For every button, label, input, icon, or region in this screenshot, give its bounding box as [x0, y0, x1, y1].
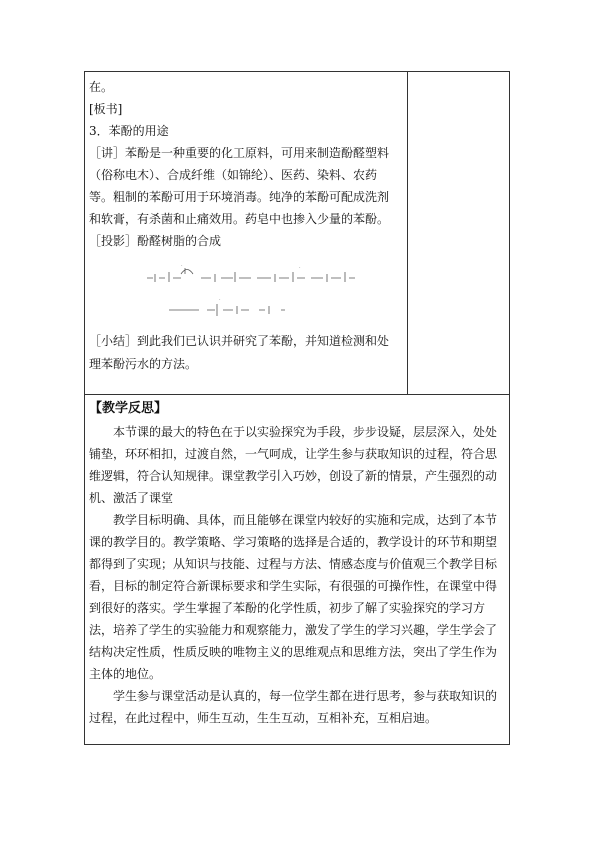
phenolic-resin-equation-image [89, 256, 403, 324]
reflection-heading: 【教学反思】 [89, 401, 168, 416]
reflection-text-line: 铺垫，环环相扣，过渡自然，一气呵成，让学生参与获取知识的过程，符合思 [89, 447, 498, 461]
reflection-text-line: 机、激活了课堂 [89, 491, 174, 505]
svg-text:.: . [181, 262, 183, 268]
projection-label: ［投影］酚醛树脂的合成 [89, 234, 222, 248]
text-line: 在。 [89, 80, 114, 94]
summary-text-line: 理苯酚污水的方法。 [89, 357, 198, 371]
reflection-text-line: 本节课的最大的特色在于以实验探究为手段，步步设疑，层层深入，处处 [113, 425, 498, 439]
lecture-text-line: 和软膏，有杀菌和止痛效用。药皂中也掺入少量的苯酚。 [89, 212, 390, 226]
reflection-text-line: 教学目标明确、具体，而且能够在课堂内较好的实施和完成，达到了本节 [113, 513, 498, 527]
lecture-text-line: （俗称电木）、合成纤维（如锦纶）、医药、染料、农药 [89, 168, 378, 182]
reflection-text-line: 法，培养了学生的实验能力和观察能力，激发了学生的学习兴趣，学生学会了 [89, 623, 498, 637]
column-divider [407, 72, 408, 394]
reflection-text-line: 过程，在此过程中，师生互动，生生互动，互相补充，互相启迪。 [89, 711, 438, 725]
lesson-table [84, 71, 510, 745]
lecture-text-line: ［讲］苯酚是一种重要的化工原料，可用来制造酚醛塑料 [89, 146, 390, 160]
reflection-text-line: 维逻辑，符合认知规律。课堂教学引入巧妙，创设了新的情景，产生强烈的动 [89, 469, 498, 483]
lecture-text-line: 等。粗制的苯酚可用于环境消毒。纯净的苯酚可配成洗剂 [89, 190, 390, 204]
reflection-text-line: 主体的地位。 [89, 667, 162, 681]
svg-text:.: . [219, 296, 221, 302]
lesson-content-row [85, 72, 509, 395]
summary-text-line: ［小结］到此我们已认识并研究了苯酚，并知道检测和处 [89, 334, 390, 348]
teaching-reflection-row [85, 395, 509, 744]
reflection-text-line: 课的教学目的。教学策略、学习策略的选择是合适的，教学设计的环节和期望 [89, 535, 498, 549]
section-title: 3．苯酚的用途 [89, 124, 169, 138]
svg-text:.: . [299, 264, 301, 270]
reflection-text-line: 结构决定性质，性质反映的唯物主义的思维观点和思维方法，突出了学生作为 [89, 645, 498, 659]
reflection-text-line: 都得到了实现；从知识与技能、过程与方法、情感态度与价值观三个教学目标 [89, 557, 498, 571]
reflection-text-line: 到很好的落实。学生掌握了苯酚的化学性质，初步了解了实验探究的学习方 [89, 601, 486, 615]
board-note-label: [板书] [89, 102, 123, 116]
reflection-text-line: 学生参与课堂活动是认真的，每一位学生都在进行思考，参与获取知识的 [113, 689, 498, 703]
reflection-text-line: 看，目标的制定符合新课标要求和学生实际，有很强的可操作性，在课堂中得 [89, 579, 498, 593]
